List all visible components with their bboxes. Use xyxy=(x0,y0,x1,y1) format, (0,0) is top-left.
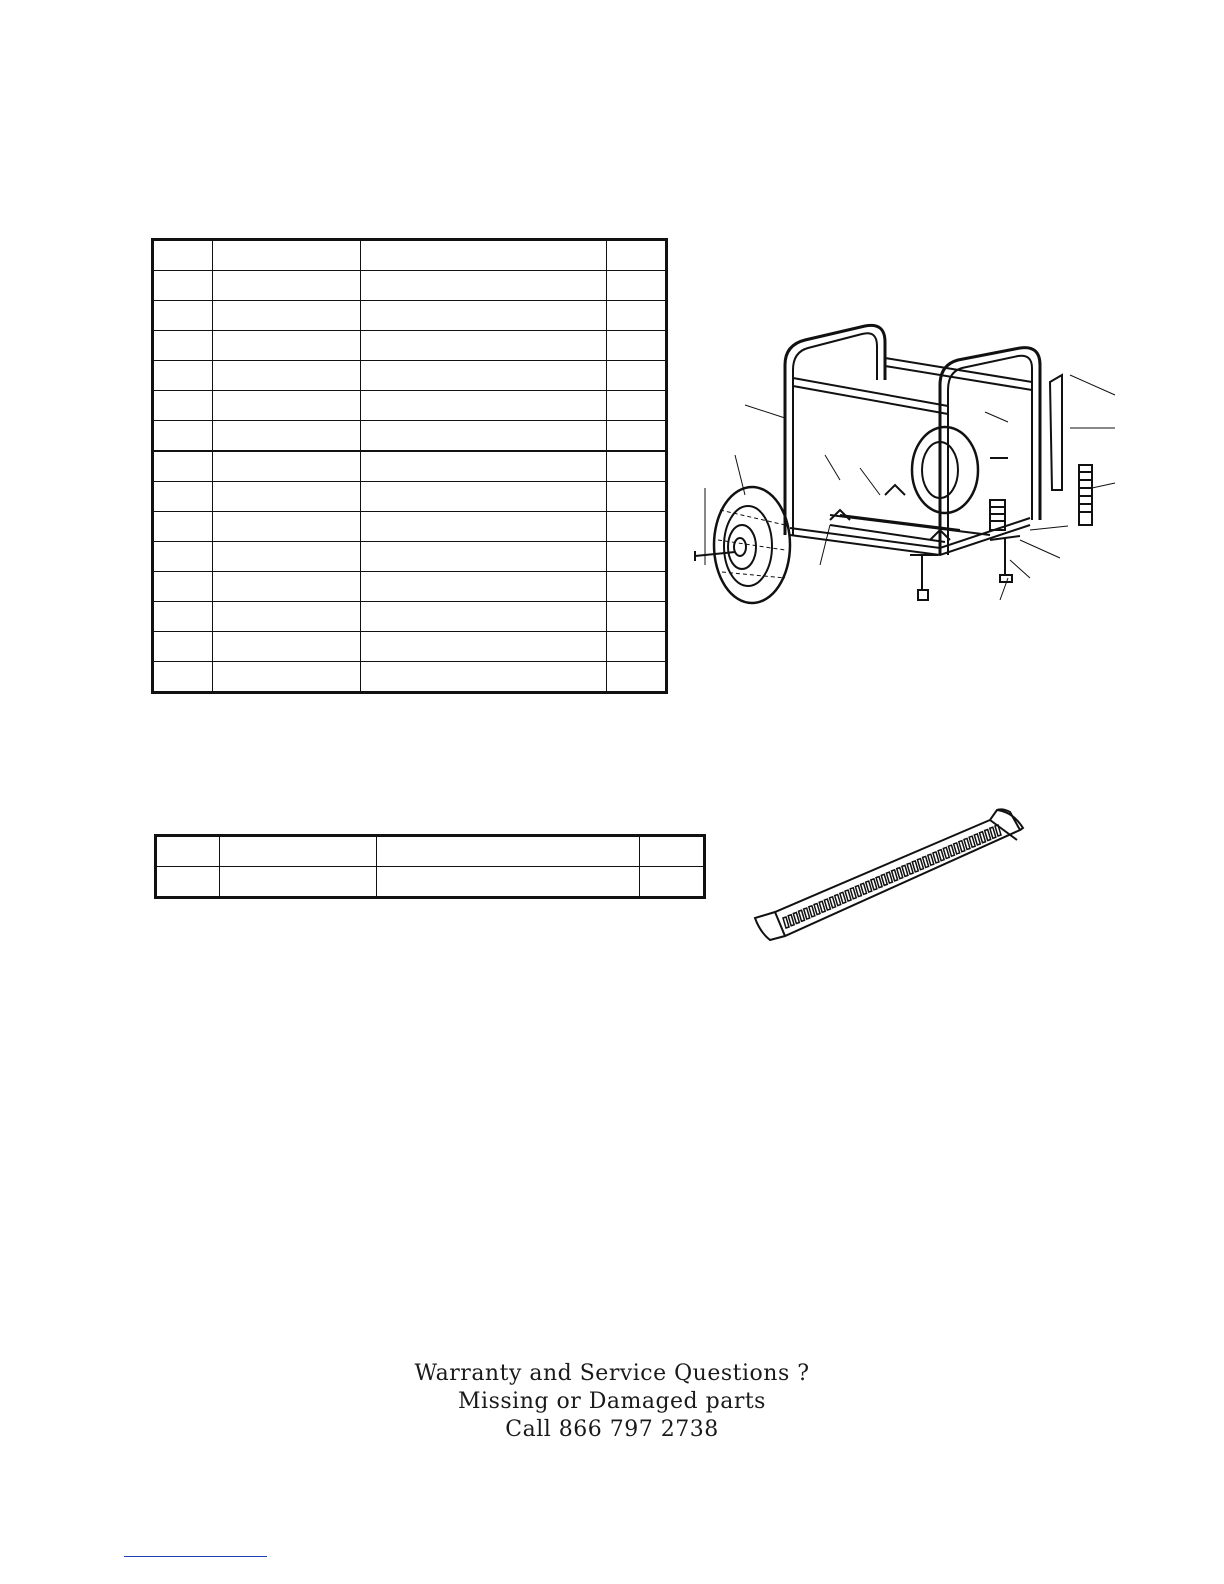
table-row xyxy=(153,331,667,361)
grip-slot xyxy=(897,868,903,879)
grip-slot xyxy=(824,899,830,910)
handle-grip-icon xyxy=(745,800,1035,950)
table-row xyxy=(153,240,667,271)
grip-parts-table xyxy=(154,834,706,899)
grip-slot xyxy=(783,917,789,928)
table-row xyxy=(153,451,667,482)
table-row xyxy=(153,271,667,301)
grip-slot xyxy=(886,872,892,883)
grip-slot xyxy=(788,915,794,926)
bottom-rule xyxy=(124,1556,267,1557)
grip-slot xyxy=(943,847,949,858)
table-row xyxy=(153,361,667,391)
grip-slot xyxy=(866,881,872,892)
grip-slot xyxy=(835,895,841,906)
grip-slot xyxy=(850,888,856,899)
grip-slot xyxy=(876,877,882,888)
table-row xyxy=(153,572,667,602)
frame-assembly-icon xyxy=(690,310,1120,610)
grip-slot xyxy=(969,836,975,847)
table-row xyxy=(153,482,667,512)
grip-slot xyxy=(907,863,913,874)
grip-slot xyxy=(974,834,980,845)
grip-slot xyxy=(912,861,918,872)
grip-slot xyxy=(881,874,887,885)
grip-slot xyxy=(804,908,810,919)
grip-slot xyxy=(840,892,846,903)
table-row xyxy=(156,867,705,898)
frame-parts-table xyxy=(151,238,668,694)
table-row xyxy=(153,602,667,632)
grip-slot xyxy=(938,850,944,861)
grip-slot xyxy=(948,845,954,856)
grip-slot xyxy=(830,897,836,908)
grip-slot xyxy=(799,910,805,921)
grip-slot xyxy=(814,904,820,915)
grip-slot xyxy=(928,854,934,865)
table-row xyxy=(153,391,667,421)
grip-slot xyxy=(990,827,996,838)
grip-slot xyxy=(819,901,825,912)
grip-slot xyxy=(892,870,898,881)
grip-slot xyxy=(917,859,923,870)
table-row xyxy=(153,301,667,331)
footer xyxy=(0,1360,1224,1444)
table-row xyxy=(153,421,667,452)
footer-line-warranty: Warranty and Service Questions ? xyxy=(414,1361,810,1386)
grip-slot xyxy=(923,856,929,867)
grip-slot xyxy=(861,883,867,894)
grip-slot xyxy=(845,890,851,901)
grip-slot xyxy=(964,838,970,849)
footer-line-missing-parts: Missing or Damaged parts xyxy=(458,1389,766,1414)
table-row xyxy=(153,542,667,572)
grip-slot xyxy=(985,829,991,840)
grip-slot xyxy=(933,852,939,863)
grip-slot xyxy=(809,906,815,917)
table-row xyxy=(153,512,667,542)
table-row xyxy=(156,836,705,867)
grip-slot xyxy=(959,841,965,852)
table-row xyxy=(153,632,667,662)
grip-slot xyxy=(871,879,877,890)
grip-slot xyxy=(902,865,908,876)
table-row xyxy=(153,662,667,693)
grip-slot xyxy=(855,886,861,897)
grip-slot xyxy=(793,913,799,924)
grip-slot xyxy=(979,832,985,843)
grip-slot xyxy=(954,843,960,854)
footer-line-phone: Call 866 797 2738 xyxy=(505,1417,719,1442)
